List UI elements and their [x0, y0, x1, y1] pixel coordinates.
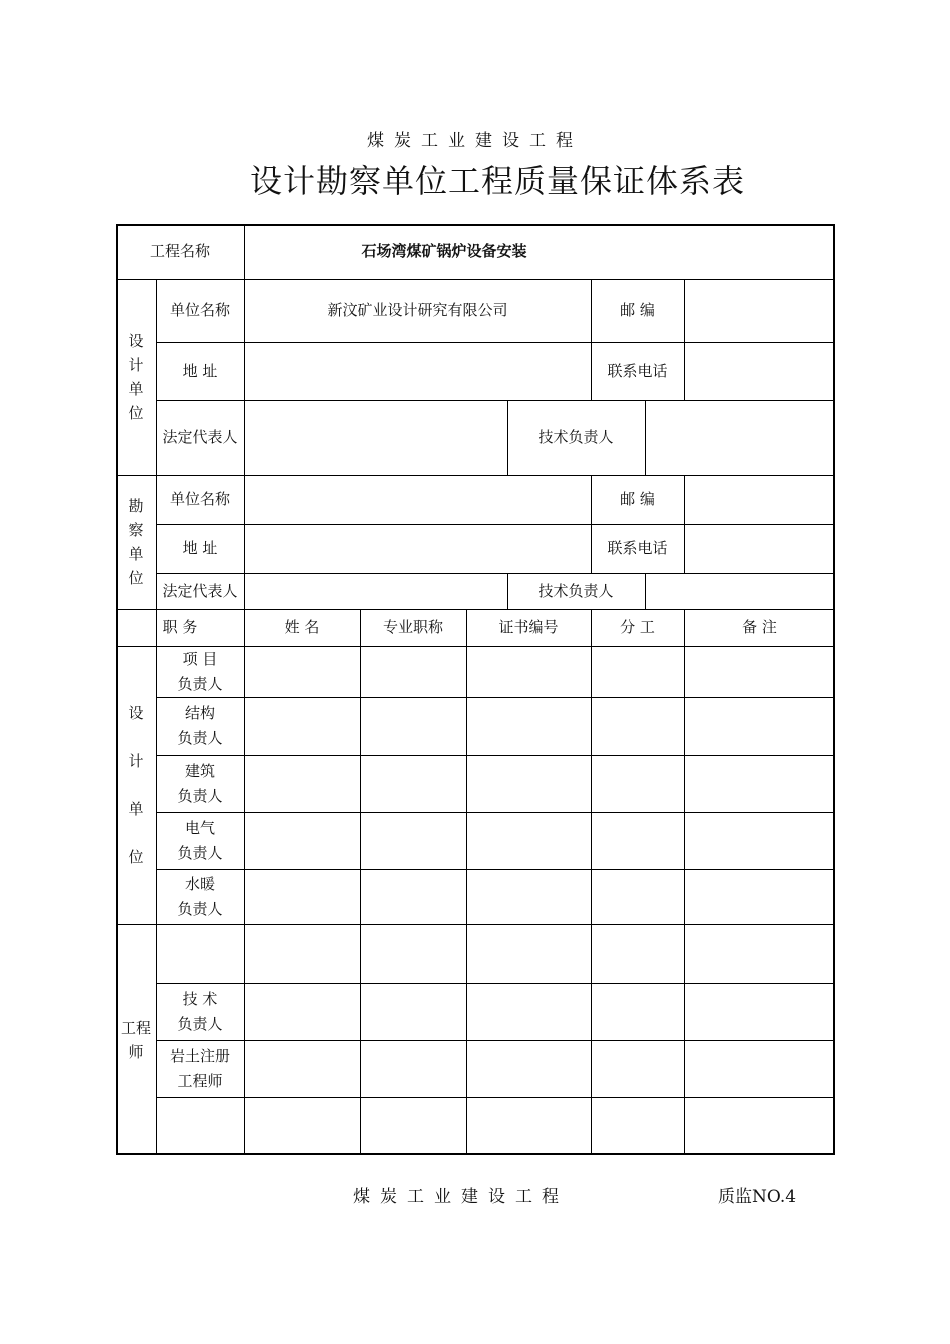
design-unit-legal-rep-label: 法定代表人 [162, 428, 238, 446]
document-subtitle: 煤炭工业建设工程 [367, 131, 583, 151]
header-title: 专业职称 [382, 618, 443, 636]
form-code: 质监NO.4 [718, 1187, 797, 1207]
survey-unit-postcode-value[interactable] [684, 475, 835, 524]
design-unit-tech-lead-label: 技术负责人 [538, 428, 614, 446]
survey-unit-tech-lead-label: 技术负责人 [538, 581, 614, 600]
survey-unit-group-label: 勘 察 单 位 [128, 497, 144, 587]
row-divider [156, 983, 835, 984]
survey-unit-legal-rep-value[interactable] [244, 573, 507, 609]
design-unit-postcode-value[interactable] [684, 279, 835, 342]
column-divider [591, 609, 592, 1155]
survey-unit-phone-label: 联系电话 [607, 539, 668, 557]
role-label: 电气 负责人 [177, 818, 223, 862]
row-divider [156, 1040, 835, 1041]
quality-assurance-form [116, 224, 835, 1155]
design-unit-address-label: 地 址 [182, 361, 218, 380]
project-name-label: 工程名称 [149, 242, 210, 260]
survey-unit-postcode-label: 邮 编 [620, 490, 655, 508]
design-unit-phone-label: 联系电话 [607, 361, 668, 380]
header-certificate: 证书编号 [498, 618, 559, 636]
column-divider [466, 609, 467, 1155]
row-divider [156, 697, 835, 698]
role-label [156, 1097, 244, 1155]
design-unit-postcode-label: 邮 编 [620, 301, 655, 319]
survey-unit-name-label: 单位名称 [169, 490, 230, 508]
design-unit-group-label: 设 计 单 位 [128, 332, 144, 422]
survey-unit-phone-value[interactable] [684, 524, 835, 573]
header-role: 职 务 [162, 618, 198, 636]
column-divider [684, 609, 685, 1155]
role-label: 技 术 负责人 [177, 989, 223, 1033]
design-personnel-group-label: 设 计 单 位 [128, 704, 144, 866]
document-title: 设计勘察单位工程质量保证体系表 [250, 162, 746, 200]
row-divider [156, 1097, 835, 1098]
footer-text: 煤炭工业建设工程 [353, 1187, 569, 1207]
role-label: 建筑 负责人 [177, 761, 223, 805]
design-unit-address-value[interactable] [244, 342, 591, 400]
survey-unit-name-value[interactable] [244, 475, 591, 524]
survey-unit-address-value[interactable] [244, 524, 591, 573]
role-label: 结构 负责人 [177, 704, 223, 747]
engineer-group-label: 工程 师 [120, 1018, 151, 1061]
role-label [156, 924, 244, 983]
row-divider [156, 869, 835, 870]
design-unit-phone-value[interactable] [684, 342, 835, 400]
survey-unit-legal-rep-label: 法定代表人 [162, 581, 238, 600]
design-unit-name-value[interactable]: 新汶矿业设计研究有限公司 [327, 301, 508, 319]
survey-unit-tech-lead-value[interactable] [645, 573, 835, 609]
row-divider [156, 812, 835, 813]
role-label: 岩土注册 工程师 [169, 1046, 230, 1090]
design-unit-name-label: 单位名称 [169, 301, 230, 319]
header-division: 分 工 [620, 618, 655, 636]
design-unit-legal-rep-value[interactable] [244, 400, 507, 475]
design-unit-tech-lead-value[interactable] [645, 400, 835, 475]
survey-unit-address-label: 地 址 [182, 539, 218, 557]
project-name-value[interactable]: 石场湾煤矿锅炉设备安装 [361, 242, 527, 260]
row-divider [156, 755, 835, 756]
role-label: 项 目 负责人 [177, 649, 223, 693]
header-remarks: 备 注 [742, 618, 777, 636]
header-name: 姓 名 [284, 618, 320, 636]
column-divider [360, 609, 361, 1155]
role-label: 水暖 负责人 [177, 874, 223, 918]
